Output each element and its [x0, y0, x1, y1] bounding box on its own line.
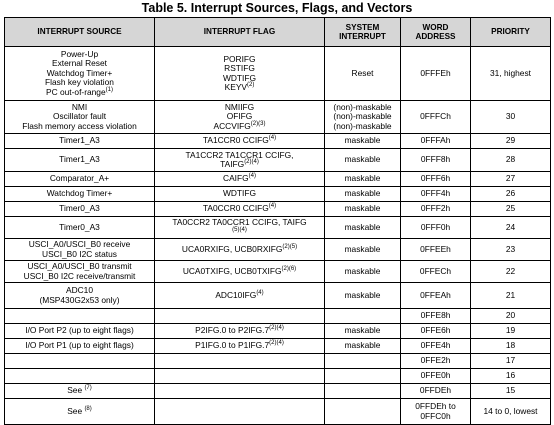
system-interrupt-cell	[325, 202, 401, 217]
interrupt-source-cell	[5, 149, 155, 172]
interrupt-source-cell	[5, 384, 155, 399]
system-interrupt-cell	[325, 261, 401, 283]
cell-line: 16	[505, 370, 516, 381]
cell-text: WDTIFG	[222, 72, 257, 83]
interrupt-flag-cell	[155, 202, 325, 217]
system-interrupt-cell	[325, 134, 401, 149]
cell-line	[7, 341, 152, 351]
table-row	[5, 134, 551, 149]
cell-line	[157, 341, 322, 351]
system-interrupt-cell	[325, 47, 401, 101]
cell-line: 0FFDEh to	[415, 401, 456, 411]
interrupt-flag-cell	[155, 239, 325, 261]
cell-text: UCA0TXIFG, UCB0TXIFG	[182, 265, 282, 276]
cell-line: 0FFDEh	[419, 385, 452, 396]
cell-text: TA1CCR2 TA1CCR1 CCIFG,	[185, 149, 294, 160]
cell-text: NMI	[71, 101, 88, 112]
cell-text: OFIFG	[226, 111, 253, 122]
priority-cell	[471, 187, 551, 202]
cell-line	[7, 296, 152, 306]
cell-line: 24	[505, 221, 516, 232]
table-row	[5, 149, 551, 172]
cell-text: USCI_A0/USCI_B0 transmit	[27, 261, 132, 271]
cell-line	[157, 136, 322, 146]
priority-cell	[471, 283, 551, 309]
interrupt-source-cell	[5, 354, 155, 369]
word-address-cell	[401, 101, 471, 134]
interrupt-flag-cell	[155, 309, 325, 324]
priority-cell	[471, 239, 551, 261]
cell-line: 0FFF0h	[420, 221, 451, 232]
cell-line	[157, 326, 322, 336]
word-address-cell	[401, 172, 471, 187]
cell-text: P2IFG.0 to P2IFG.7	[195, 325, 270, 336]
cell-text: External Reset	[52, 58, 107, 69]
table-row	[5, 369, 551, 384]
priority-cell	[471, 47, 551, 101]
cell-line	[7, 386, 152, 396]
interrupt-flag-cell	[155, 261, 325, 283]
cell-line: 14 to 0, lowest	[483, 405, 538, 416]
cell-line: maskable	[344, 243, 381, 254]
cell-line	[157, 160, 322, 170]
cell-line	[157, 204, 322, 214]
priority-cell	[471, 149, 551, 172]
interrupt-source-cell	[5, 283, 155, 309]
interrupt-flag-cell	[155, 187, 325, 202]
cell-text: RSTIFG	[224, 63, 255, 73]
cell-line: 0FFE2h	[420, 355, 451, 366]
cell-line: 18	[505, 340, 516, 351]
interrupt-source-cell	[5, 399, 155, 425]
cell-line: maskable	[344, 325, 381, 336]
system-interrupt-cell	[325, 172, 401, 187]
cell-line: 0FFFEh	[420, 67, 451, 78]
cell-line	[157, 267, 322, 277]
interrupt-flag-cell	[155, 399, 325, 425]
cell-line	[7, 223, 152, 233]
cell-line: 0FFF4h	[420, 188, 451, 199]
interrupt-flag-cell	[155, 172, 325, 187]
cell-line: maskable	[344, 135, 381, 146]
word-address-cell	[401, 187, 471, 202]
cell-text: I/O Port P1 (up to eight flags)	[25, 340, 134, 351]
cell-line: 17	[505, 355, 516, 366]
priority-cell	[471, 309, 551, 324]
cell-text: USCI_B0 I2C status	[42, 248, 117, 259]
table-body	[5, 47, 551, 425]
cell-text: Timer0_A3	[59, 203, 100, 214]
footnote-ref: (2)(4)	[244, 159, 259, 166]
priority-cell	[471, 217, 551, 239]
cell-line: 31, highest	[490, 67, 531, 78]
priority-cell	[471, 324, 551, 339]
table-row	[5, 309, 551, 324]
interrupt-source-cell	[5, 217, 155, 239]
cell-text: Oscillator fault	[52, 111, 107, 122]
cell-text: Timer1_A3	[59, 154, 100, 165]
cell-line: 0FFF8h	[420, 154, 451, 165]
cell-line	[157, 291, 322, 301]
interrupt-flag-cell	[155, 384, 325, 399]
table-row	[5, 399, 551, 425]
cell-text: I/O Port P2 (up to eight flags)	[25, 325, 134, 336]
interrupt-source-cell	[5, 172, 155, 187]
table-row	[5, 47, 551, 101]
cell-line: 0FFE4h	[420, 340, 451, 351]
cell-line	[157, 189, 322, 199]
cell-text: Flash key violation	[45, 77, 114, 88]
priority-cell	[471, 339, 551, 354]
system-interrupt-cell	[325, 239, 401, 261]
cell-line	[7, 136, 152, 146]
system-interrupt-cell	[325, 217, 401, 239]
word-address-cell	[401, 354, 471, 369]
word-address-cell	[401, 369, 471, 384]
interrupt-source-cell	[5, 187, 155, 202]
header-interrupt-source: INTERRUPT SOURCE	[5, 18, 155, 47]
cell-text: See	[67, 405, 85, 416]
priority-cell	[471, 101, 551, 134]
cell-line: maskable	[344, 289, 381, 300]
cell-text: ADC10	[66, 285, 93, 295]
cell-line	[157, 245, 322, 255]
cell-text: ADC10IFG	[215, 289, 257, 300]
cell-text: PC out-of-range	[46, 86, 106, 97]
cell-line: (non)-maskable	[333, 111, 392, 122]
cell-line: 0FFE0h	[420, 370, 451, 381]
cell-line: 26	[505, 188, 516, 199]
cell-text: Flash memory access violation	[22, 120, 137, 131]
cell-line: 29	[505, 135, 516, 146]
header-row	[5, 18, 551, 47]
priority-cell	[471, 369, 551, 384]
cell-line: maskable	[344, 188, 381, 199]
word-address-cell	[401, 261, 471, 283]
priority-cell	[471, 354, 551, 369]
priority-cell	[471, 261, 551, 283]
cell-text: USCI_B0 I2C receive/transmit	[23, 270, 136, 281]
footnote-ref: (7)	[84, 385, 92, 392]
cell-line: 0FFFCh	[420, 111, 451, 122]
cell-line: maskable	[344, 340, 381, 351]
cell-line: 0FFECh	[419, 265, 452, 276]
cell-text: Timer1_A3	[59, 135, 100, 146]
cell-line: maskable	[344, 265, 381, 276]
footnote-ref: (1)	[105, 86, 113, 93]
interrupt-flag-cell	[155, 149, 325, 172]
footnote-ref: (4)	[268, 135, 277, 142]
table-row	[5, 217, 551, 239]
interrupt-flag-cell	[155, 369, 325, 384]
system-interrupt-cell	[325, 399, 401, 425]
interrupt-flag-cell	[155, 47, 325, 101]
cell-line	[157, 174, 322, 184]
cell-line: 25	[505, 203, 516, 214]
cell-line: 23	[505, 243, 516, 254]
cell-line: 0FFEEh	[420, 243, 451, 254]
system-interrupt-cell	[325, 384, 401, 399]
priority-cell	[471, 384, 551, 399]
interrupt-source-cell	[5, 239, 155, 261]
interrupt-flag-cell	[155, 339, 325, 354]
cell-line	[7, 88, 152, 98]
footnote-ref: (4)	[248, 173, 256, 180]
cell-line	[7, 122, 152, 132]
interrupt-source-cell	[5, 202, 155, 217]
interrupt-source-cell	[5, 134, 155, 149]
cell-text: TA0CCR0 CCIFG	[202, 203, 269, 214]
header-priority: PRIORITY	[471, 18, 551, 47]
table-row	[5, 354, 551, 369]
table-row	[5, 261, 551, 283]
word-address-cell	[401, 399, 471, 425]
priority-cell	[471, 172, 551, 187]
cell-text: USCI_A0/USCI_B0 receive	[28, 239, 131, 249]
word-address-cell	[401, 134, 471, 149]
cell-line: 22	[505, 265, 516, 276]
system-interrupt-cell	[325, 149, 401, 172]
cell-line: 0FFEAh	[420, 289, 451, 300]
cell-text: WDTIFG	[222, 188, 257, 199]
footnote-ref: (2)(3)	[250, 120, 266, 127]
interrupt-flag-cell	[155, 134, 325, 149]
interrupt-flag-cell	[155, 101, 325, 134]
cell-line: maskable	[344, 203, 381, 214]
cell-text: TAIFG	[220, 159, 245, 169]
footnote-ref: (2)(4)	[269, 325, 284, 332]
cell-line	[7, 326, 152, 336]
system-interrupt-cell	[325, 324, 401, 339]
word-address-cell	[401, 149, 471, 172]
cell-line	[157, 122, 322, 132]
cell-line	[7, 204, 152, 214]
table-row	[5, 384, 551, 399]
table-row	[5, 239, 551, 261]
cell-text: TA1CCR0 CCIFG	[202, 135, 269, 146]
cell-line	[7, 272, 152, 282]
cell-line: 27	[505, 173, 516, 184]
interrupt-source-cell	[5, 339, 155, 354]
cell-line: (non)-maskable	[333, 120, 392, 131]
table-title: Table 5. Interrupt Sources, Flags, and Vectors	[141, 1, 413, 15]
word-address-cell	[401, 239, 471, 261]
table-row	[5, 101, 551, 134]
table-row	[5, 324, 551, 339]
interrupt-source-cell	[5, 101, 155, 134]
word-address-cell	[401, 384, 471, 399]
cell-line: 0FFF2h	[420, 203, 451, 214]
cell-text: Comparator_A+	[49, 173, 110, 184]
cell-line: 20	[505, 310, 516, 321]
cell-text: ACCVIFG	[213, 120, 251, 131]
interrupt-flag-cell	[155, 324, 325, 339]
table-row	[5, 202, 551, 217]
system-interrupt-cell	[325, 187, 401, 202]
system-interrupt-cell	[325, 283, 401, 309]
header-interrupt-flag: INTERRUPT FLAG	[155, 18, 325, 47]
system-interrupt-cell	[325, 101, 401, 134]
cell-line: maskable	[344, 154, 381, 165]
cell-line: Reset	[351, 67, 374, 78]
cell-line	[157, 83, 322, 93]
cell-line	[7, 189, 152, 199]
priority-cell	[471, 202, 551, 217]
interrupt-source-cell	[5, 324, 155, 339]
cell-text: Watchdog Timer+	[46, 188, 113, 199]
word-address-cell	[401, 309, 471, 324]
cell-line: 0FFE6h	[420, 325, 451, 336]
word-address-cell	[401, 339, 471, 354]
word-address-cell	[401, 47, 471, 101]
table-row	[5, 187, 551, 202]
cell-text: NMIIFG	[224, 101, 255, 112]
cell-text: PORIFG	[223, 53, 256, 64]
table-row	[5, 283, 551, 309]
word-address-cell	[401, 202, 471, 217]
cell-text: Timer0_A3	[59, 221, 100, 232]
interrupt-source-cell	[5, 309, 155, 324]
table-row	[5, 172, 551, 187]
footnote-ref: (2)(4)	[269, 340, 284, 347]
footnote-ref: (2)(6)	[281, 265, 297, 272]
cell-text: Watchdog Timer+	[46, 67, 113, 78]
cell-line: maskable	[344, 173, 381, 184]
priority-cell	[471, 399, 551, 425]
system-interrupt-cell	[325, 339, 401, 354]
footnote-ref: (2)	[247, 82, 255, 89]
cell-line: maskable	[344, 221, 381, 232]
interrupt-source-cell	[5, 261, 155, 283]
interrupt-flag-cell	[155, 217, 325, 239]
footnote-ref: (2)(5)	[282, 243, 298, 250]
interrupt-flag-cell	[155, 283, 325, 309]
cell-line: 19	[505, 325, 516, 336]
cell-text: CAIFG	[223, 173, 249, 184]
word-address-cell	[401, 324, 471, 339]
cell-line: 15	[505, 385, 516, 396]
cell-line: 0FFF6h	[420, 173, 451, 184]
footnote-ref: (5)(4)	[232, 226, 247, 233]
cell-line: (non)-maskable	[333, 101, 392, 112]
priority-cell	[471, 134, 551, 149]
cell-text: See	[67, 385, 85, 396]
cell-text: P1IFG.0 to P1IFG.7	[195, 340, 270, 351]
cell-line	[7, 250, 152, 260]
cell-line	[7, 174, 152, 184]
cell-text: TA0CCR2 TA0CCR1 CCIFG, TAIFG	[172, 217, 307, 227]
cell-text: UCA0RXIFG, UCB0RXIFG	[181, 243, 283, 254]
system-interrupt-cell	[325, 309, 401, 324]
cell-line: 30	[505, 111, 516, 122]
system-interrupt-cell	[325, 369, 401, 384]
interrupt-flag-cell	[155, 354, 325, 369]
footnote-ref: (4)	[256, 289, 264, 296]
cell-line: 21	[505, 289, 516, 300]
cell-line	[7, 155, 152, 165]
word-address-cell	[401, 283, 471, 309]
cell-line	[157, 228, 322, 238]
cell-line	[7, 407, 152, 417]
header-system-interrupt: SYSTEM INTERRUPT	[325, 18, 401, 47]
cell-text: Power-Up	[60, 48, 99, 59]
cell-line: 0FFC0h	[420, 410, 451, 421]
system-interrupt-cell	[325, 354, 401, 369]
cell-line: 0FFFAh	[420, 135, 451, 146]
interrupt-vector-table	[4, 17, 551, 425]
interrupt-source-cell	[5, 369, 155, 384]
word-address-cell	[401, 217, 471, 239]
cell-line: 0FFE8h	[420, 310, 451, 321]
table-row	[5, 339, 551, 354]
footnote-ref: (4)	[268, 203, 277, 210]
footnote-ref: (8)	[84, 405, 92, 412]
cell-text: (MSP430G2x53 only)	[39, 294, 120, 305]
cell-text: KEYV	[224, 82, 247, 92]
interrupt-source-cell	[5, 47, 155, 101]
cell-line: 28	[505, 154, 516, 165]
header-word-address: WORD ADDRESS	[401, 18, 471, 47]
